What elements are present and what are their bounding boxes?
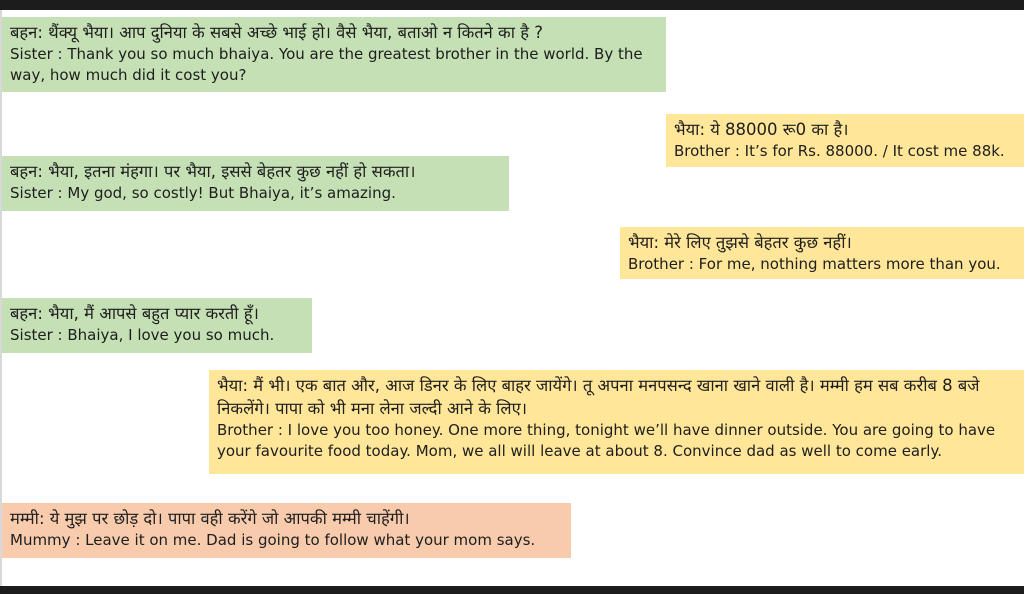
top-border	[0, 0, 1024, 10]
bottom-border	[0, 586, 1024, 594]
message-brother-dinner	[209, 370, 1024, 474]
message-sister-love	[2, 298, 312, 353]
message-hindi: बहन: थैंक्यू भैया। आप दुनिया के सबसे अच्छे भाई हो। वैसे भैया, बताओ न कितने का है ?	[10, 23, 544, 42]
message-brother-nothing-better	[620, 227, 1024, 279]
message-hindi: बहन: भैया, मैं आपसे बहुत प्यार करती हूँ।	[10, 304, 259, 323]
message-brother-price	[666, 114, 1024, 167]
message-hindi: भैया: मेरे लिए तुझसे बेहतर कुछ नहीं।	[628, 233, 852, 252]
message-sister-thanks	[2, 17, 666, 92]
message-english: Sister : Bhaiya, I love you so much.	[10, 326, 275, 344]
message-english: Brother : For me, nothing matters more than you.	[628, 255, 1001, 273]
message-english: Sister : Thank you so much bhaiya. You are the greatest brother in the world. By the way, how much did it cost you?	[10, 45, 643, 84]
message-sister-costly	[2, 156, 509, 211]
message-english: Sister : My god, so costly! But Bhaiya, it’s amazing.	[10, 184, 396, 202]
message-hindi: मम्मी: ये मुझ पर छोड़ दो। पापा वही करेंगे जो आपकी मम्मी चाहेंगी।	[10, 509, 410, 528]
message-english: Brother : It’s for Rs. 88000. / It cost me 88k.	[674, 142, 1005, 160]
message-hindi: बहन: भैया, इतना मंहगा। पर भैया, इससे बेहतर कुछ नहीं हो सकता।	[10, 162, 416, 181]
message-hindi: भैया: ये 88000 रू0 का है।	[674, 120, 849, 139]
message-mummy-reply	[2, 503, 571, 558]
message-english: Mummy : Leave it on me. Dad is going to follow what your mom says.	[10, 531, 536, 549]
message-hindi: भैया: मैं भी। एक बात और, आज डिनर के लिए बाहर जायेंगे। तू अपना मनपसन्द खाना खाने वाली है। मम्मी हम सब करीब 8 बजे निकलेंगे। पापा को भी मना लेना जल्दी आने के लिए।	[217, 376, 980, 418]
message-english: Brother : I love you too honey. One more thing, tonight we’ll have dinner outside. You are going to have your favourite food today. Mom, we all will leave at about 8. Convince dad as well to come early.	[217, 421, 996, 460]
